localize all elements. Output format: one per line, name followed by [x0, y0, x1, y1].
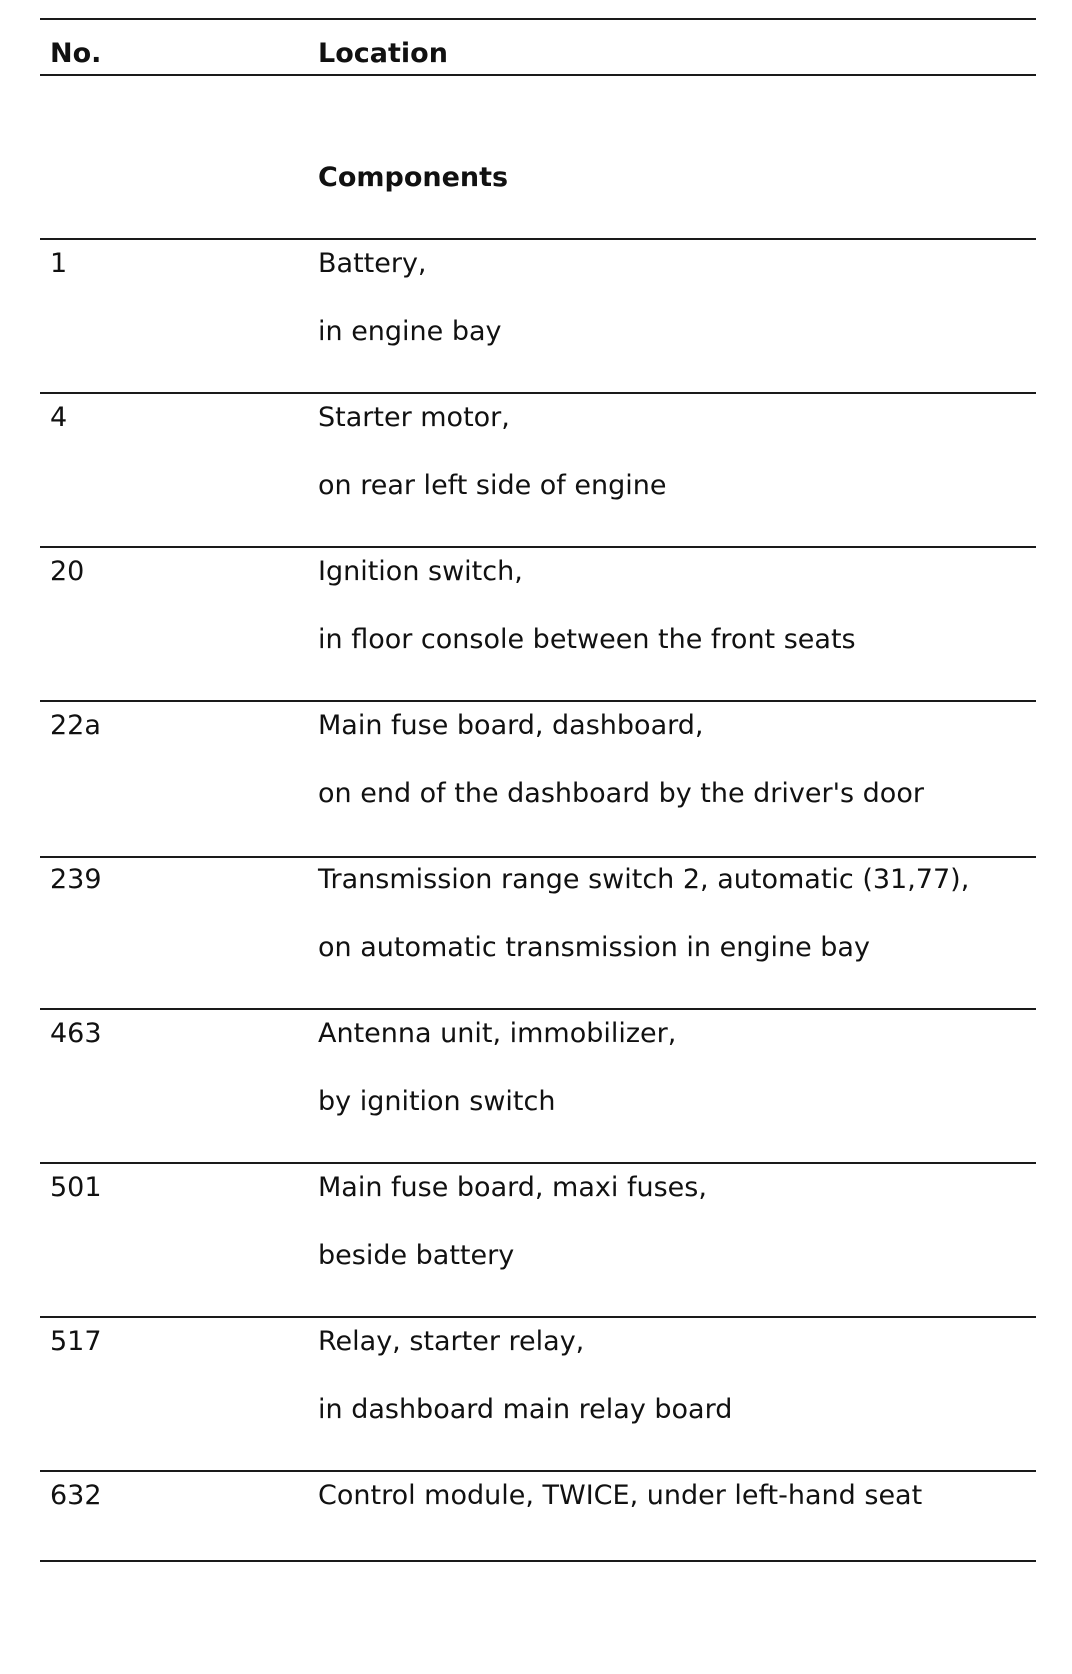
header-rule — [40, 74, 1036, 76]
row-location-line1: Antenna unit, immobilizer, — [318, 1018, 677, 1049]
row-number: 4 — [50, 402, 68, 433]
row-number: 517 — [50, 1326, 102, 1357]
row-divider — [40, 1470, 1036, 1472]
row-location-line2: on rear left side of engine — [318, 470, 667, 501]
row-divider — [40, 546, 1036, 548]
row-location-line2: in dashboard main relay board — [318, 1394, 733, 1425]
section-title: Components — [318, 162, 509, 193]
row-location-line1: Starter motor, — [318, 402, 510, 433]
row-number: 463 — [50, 1018, 102, 1049]
component-location-table — [40, 0, 1036, 1674]
row-divider — [40, 1316, 1036, 1318]
row-divider — [40, 856, 1036, 858]
row-location-line1: Relay, starter relay, — [318, 1326, 585, 1357]
row-number: 239 — [50, 864, 102, 895]
row-location-line1: Battery, — [318, 248, 427, 279]
row-location-line1: Ignition switch, — [318, 556, 523, 587]
row-location-line1: Main fuse board, dashboard, — [318, 710, 704, 741]
row-number: 20 — [50, 556, 85, 587]
header-no: No. — [50, 38, 102, 69]
row-divider — [40, 1162, 1036, 1164]
row-location-line2: in floor console between the front seats — [318, 624, 856, 655]
row-location-line2: by ignition switch — [318, 1086, 556, 1117]
row-location-line1: Main fuse board, maxi fuses, — [318, 1172, 707, 1203]
header-location: Location — [318, 38, 448, 69]
table-bottom-rule — [40, 1560, 1036, 1562]
row-location-line1: Control module, TWICE, under left-hand seat — [318, 1480, 923, 1511]
row-divider — [40, 1008, 1036, 1010]
row-location-line2: in engine bay — [318, 316, 502, 347]
row-location-line2: on end of the dashboard by the driver's door — [318, 778, 924, 809]
table-top-rule — [40, 18, 1036, 20]
row-number: 632 — [50, 1480, 102, 1511]
row-location-line2: on automatic transmission in engine bay — [318, 932, 870, 963]
row-divider — [40, 392, 1036, 394]
row-number: 1 — [50, 248, 68, 279]
row-location-line1: Transmission range switch 2, automatic (31,77), — [318, 864, 970, 895]
row-divider — [40, 700, 1036, 702]
row-number: 22a — [50, 710, 101, 741]
row-location-line2: beside battery — [318, 1240, 515, 1271]
row-divider — [40, 238, 1036, 240]
row-number: 501 — [50, 1172, 102, 1203]
